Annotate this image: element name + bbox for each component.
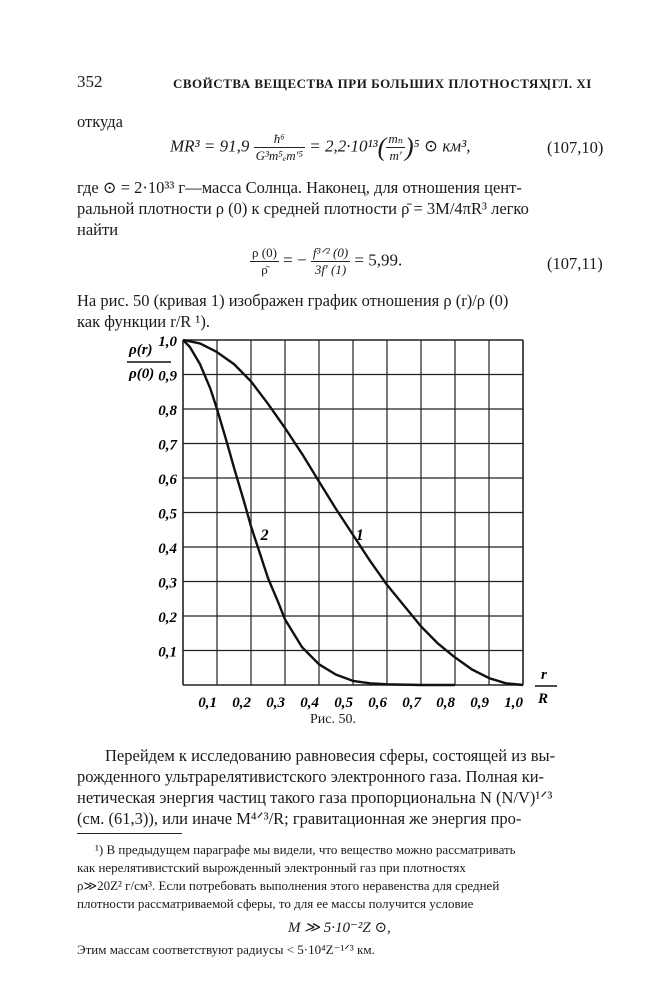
chart-grid [183,340,523,685]
text-para-line2: рожденного ультрарелятивистского электронного газа. Полная ки- [77,767,545,786]
x-tick-label: 0,3 [266,695,285,711]
footnote-line5: Этим массам соответствуют радиусы < 5·10⁴Z⁻¹ᐟ³ км. [77,942,375,957]
text-where-line3: найти [77,220,119,239]
eq2-frac1 [250,245,279,278]
y-tick-label: 0,4 [158,541,177,557]
page-number: 352 [77,72,103,91]
figure-caption: Рис. 50. [310,712,356,727]
eq2-frac1-den: ρ̄ [261,262,268,277]
eq1-frac-num: ħ⁶ [254,131,305,148]
eq1-tail: ⁵ ⊙ км³, [413,136,471,156]
footnote-line4: плотности рассматриваемой сферы, то для ее массы получится условие [77,896,474,911]
eq2-eq: = − [283,250,307,270]
figure-50-chart [115,330,565,735]
y-tick-label: 0,5 [158,506,177,523]
x-tick-label: 0,7 [402,695,421,711]
text-where-line2: ральной плотности ρ (0) к средней плотности ρ̄ = 3M/4πR³ легко [77,199,529,218]
y-tick-label: 0,7 [158,437,177,454]
eq2-frac2-num: f³ᐟ² (0) [312,245,349,260]
eq1-number: (107,10) [547,138,604,157]
y-tick-label: 0,2 [158,610,177,626]
eq2-number: (107,11) [547,254,603,273]
equation-107-10: MR³ = 91,9 $\frac{\text{ħ⁶}}{\text{G³m⁵ₑm′⁵}}$ = 2,2·10¹³( $\frac{\text{mₙ}}{m'}$ )⁵ ⊙ км³, [170,131,471,163]
y-axis-label-numerator: ρ(r) [129,342,153,358]
footnote-formula: M ≫ 5·10⁻²Z ⊙, [288,920,391,936]
curve-label-1: 1 [355,527,364,545]
eq2-rhs: = 5,99. [354,250,403,270]
chapter-ref: [ГЛ. XI [547,76,592,91]
y-axis-label-denominator: ρ(0) [129,366,155,382]
x-tick-label: 0,5 [334,695,353,711]
footnote-line3: ρ≫20Z² г/см³. Если потребовать выполнения этого неравенства для средней [77,878,500,893]
footnote-line2: как нерелятивистский вырожденный электронный газ при плотностях [77,860,466,875]
y-tick-label: 0,1 [158,644,177,661]
y-tick-label: 0,8 [158,403,177,419]
eq1-frac-den: G³m⁵ₑm′⁵ [255,148,303,163]
text-fig-ref-line1: На рис. 50 (кривая 1) изображен график отношения ρ (r)/ρ (0) [77,291,509,310]
x-tick-label: 0,2 [232,695,251,711]
curve-label-2: 2 [260,527,269,545]
running-title: СВОЙСТВА ВЕЩЕСТВА ПРИ БОЛЬШИХ ПЛОТНОСТЯХ [173,76,549,91]
y-tick-label: 0,9 [158,368,177,385]
text-otkuda: откуда [77,112,123,131]
x-tick-label: 0,6 [368,695,387,711]
x-tick-label: 0,4 [300,695,319,711]
eq1-middle: = 2,2·10¹³ [309,136,378,156]
eq1-paren-num: mₙ [388,131,403,146]
x-tick-label: 1,0 [504,695,523,711]
x-tick-label: 0,1 [198,695,217,711]
x-axis-label-denominator: R [538,691,549,707]
eq2-frac2 [311,245,350,278]
chart-labels [127,334,557,711]
y-tick-label: 0,6 [158,472,177,488]
text-para-line1: Перейдем к исследованию равновесия сферы, состоящей из вы- [105,746,556,765]
text-fig-ref-line2: как функции r/R ¹). [77,312,210,331]
x-tick-label: 0,9 [470,695,489,711]
text-para-line4: (см. (61,3)), или иначе M⁴ᐟ³/R; гравитационная же энергия про- [77,809,522,828]
x-tick-label: 0,8 [436,695,455,711]
eq1-fraction [254,131,305,164]
y-tick-label: 1,0 [158,334,177,350]
y-tick-label: 0,3 [158,575,177,592]
text-where-line1: где ⊙ = 2·10³³ г—масса Солнца. Наконец, для отношения цент- [77,178,522,197]
eq2-frac2-den: 3f′ (1) [314,262,347,277]
x-axis-label-numerator: r [541,667,547,683]
footnote-line1: ¹) В предыдущем параграфе мы видели, что вещество можно рассматривать [95,842,516,857]
footnote-separator [77,833,182,834]
eq1-paren-fraction [386,131,405,164]
eq1-paren-den: m′ [389,148,402,163]
eq1-lhs: MR³ = 91,9 [170,136,250,156]
eq2-frac1-num: ρ (0) [252,245,277,260]
text-para-line3: нетическая энергия частиц такого газа пропорциональна N (N/V)¹ᐟ³ [77,788,553,807]
equation-107-11 [250,245,402,278]
